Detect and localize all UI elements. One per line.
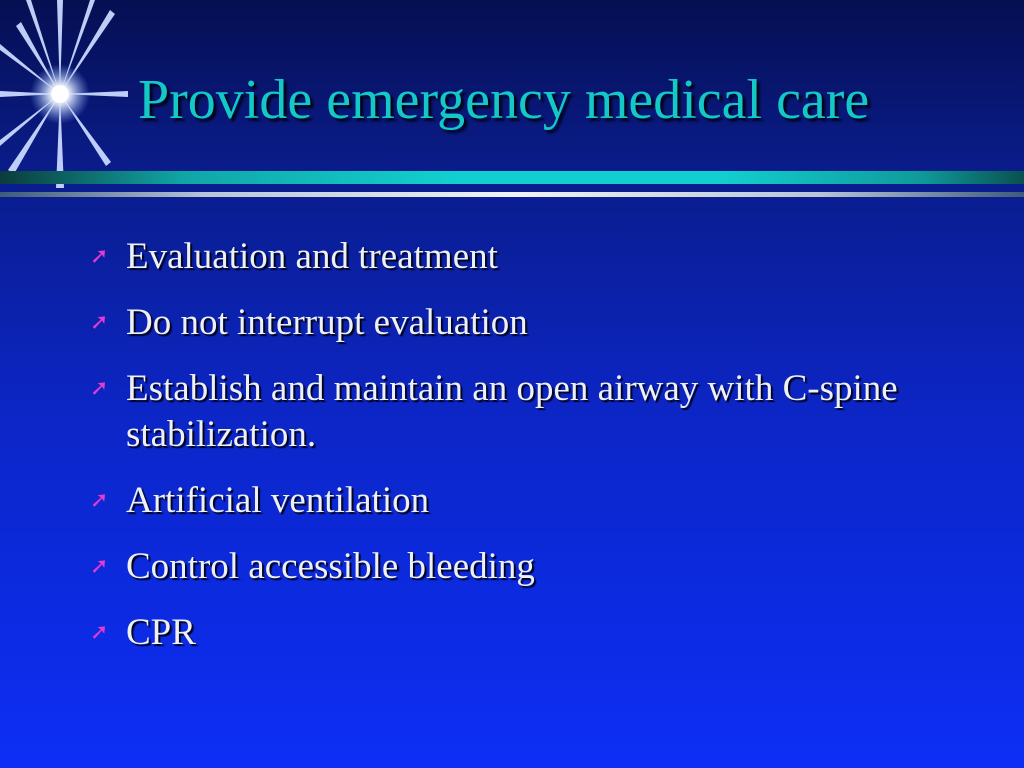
arrow-up-right-icon: ➚ [90, 244, 109, 269]
bullet-text: CPR [126, 612, 196, 653]
arrow-up-right-icon: ➚ [90, 310, 109, 335]
list-item [90, 366, 990, 458]
title-divider-thin [0, 192, 1024, 197]
arrow-up-right-icon: ➚ [90, 554, 109, 579]
arrow-up-right-icon: ➚ [90, 488, 109, 513]
bullet-text: Establish and maintain an open airway with C-spine stabilization. [126, 368, 898, 455]
list-item [90, 300, 990, 346]
star-icon [0, 0, 130, 190]
title-divider-thick [0, 171, 1024, 184]
arrow-up-right-icon: ➚ [90, 620, 109, 645]
list-item [90, 610, 990, 656]
slide-title: Provide emergency medical care [138, 69, 870, 131]
bullet-text: Do not interrupt evaluation [126, 302, 528, 343]
bullet-text: Control accessible bleeding [126, 546, 535, 587]
bullet-list [90, 234, 990, 676]
list-item [90, 544, 990, 590]
list-item [90, 234, 990, 280]
bullet-text: Artificial ventilation [126, 480, 430, 521]
arrow-up-right-icon: ➚ [90, 376, 109, 401]
list-item [90, 478, 990, 524]
bullet-text: Evaluation and treatment [126, 236, 498, 277]
